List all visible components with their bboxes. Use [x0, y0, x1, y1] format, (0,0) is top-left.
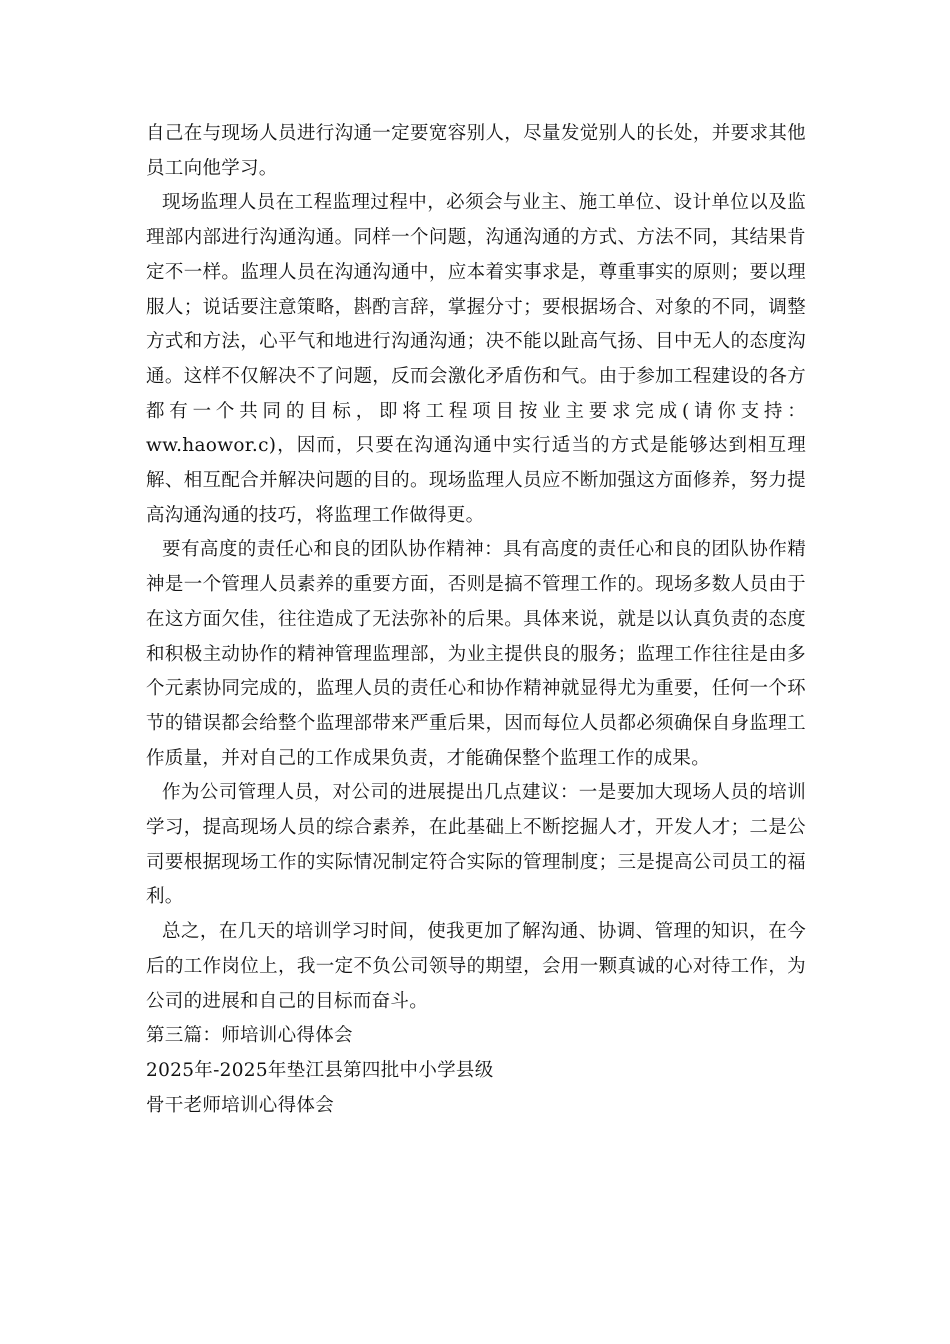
paragraph-suggestions: 作为公司管理人员，对公司的进展提出几点建议：一是要加大现场人员的培训学习，提高现场人员的综合素养，在此基础上不断挖掘人才，开发人才；二是公司要根据现场工作的实际情况制定符合实际的管理制度；三是提高公司员工的福利。 [146, 782, 806, 908]
section-subtitle-line1: 2025年-2025年垫江县第四批中小学县级 [146, 1059, 494, 1081]
paragraph-conclusion: 总之，在几天的培训学习时间，使我更加了解沟通、协调、管理的知识，在今后的工作岗位上，我一定不负公司领导的期望，会用一颗真诚的心对待工作，为公司的进展和自己的目标而奋斗。 [146, 921, 806, 1012]
paragraph-communication: 现场监理人员在工程监理过程中，必须会与业主、施工单位、设计单位以及监理部内部进行沟通沟通。同样一个问题，沟通沟通的方式、方法不同，其结果肯定不一样。监理人员在沟通沟通中，应本着实事求是，尊重事实的原则；要以理服人；说话要注意策略，斟酌言辞，掌握分寸；要根据场合、对象的不同，调整方式和方法，心平气和地进行沟通沟通；决不能以趾高气扬、目中无人的态度沟通。这样不仅解决不了问题，反而会激化矛盾伤和气。由于参加工程建设的各方都有一个共同的目标，即将工程项目按业主要求完成(请你支持：ww.haowor.c)，因而，只要在沟通沟通中实行适当的方式是能够达到相互理解、相互配合并解决问题的目的。现场监理人员应不断加强这方面修养，努力提高沟通沟通的技巧，将监理工作做得更。 [146, 192, 806, 526]
document-body [146, 117, 806, 1123]
section-title: 第三篇：师培训心得体会 [146, 1025, 353, 1047]
section-subtitle-line2: 骨干老师培训心得体会 [146, 1094, 335, 1116]
paragraph-responsibility: 要有高度的责任心和良的团队协作精神：具有高度的责任心和良的团队协作精神是一个管理人员素养的重要方面，否则是搞不管理工作的。现场多数人员由于在这方面欠佳，往往造成了无法弥补的后果。具体来说，就是以认真负责的态度和积极主动协作的精神管理监理部，为业主提供良的服务；监理工作往往是由多个元素协同完成的，监理人员的责任心和协作精神就显得尤为重要，任何一个环节的错误都会给整个监理部带来严重后果，因而每位人员都必须确保自身监理工作质量，并对自己的工作成果负责，才能确保整个监理工作的成果。 [146, 539, 806, 769]
paragraph-continuation: 自己在与现场人员进行沟通一定要宽容别人，尽量发觉别人的长处，并要求其他员工向他学习。 [146, 123, 806, 179]
